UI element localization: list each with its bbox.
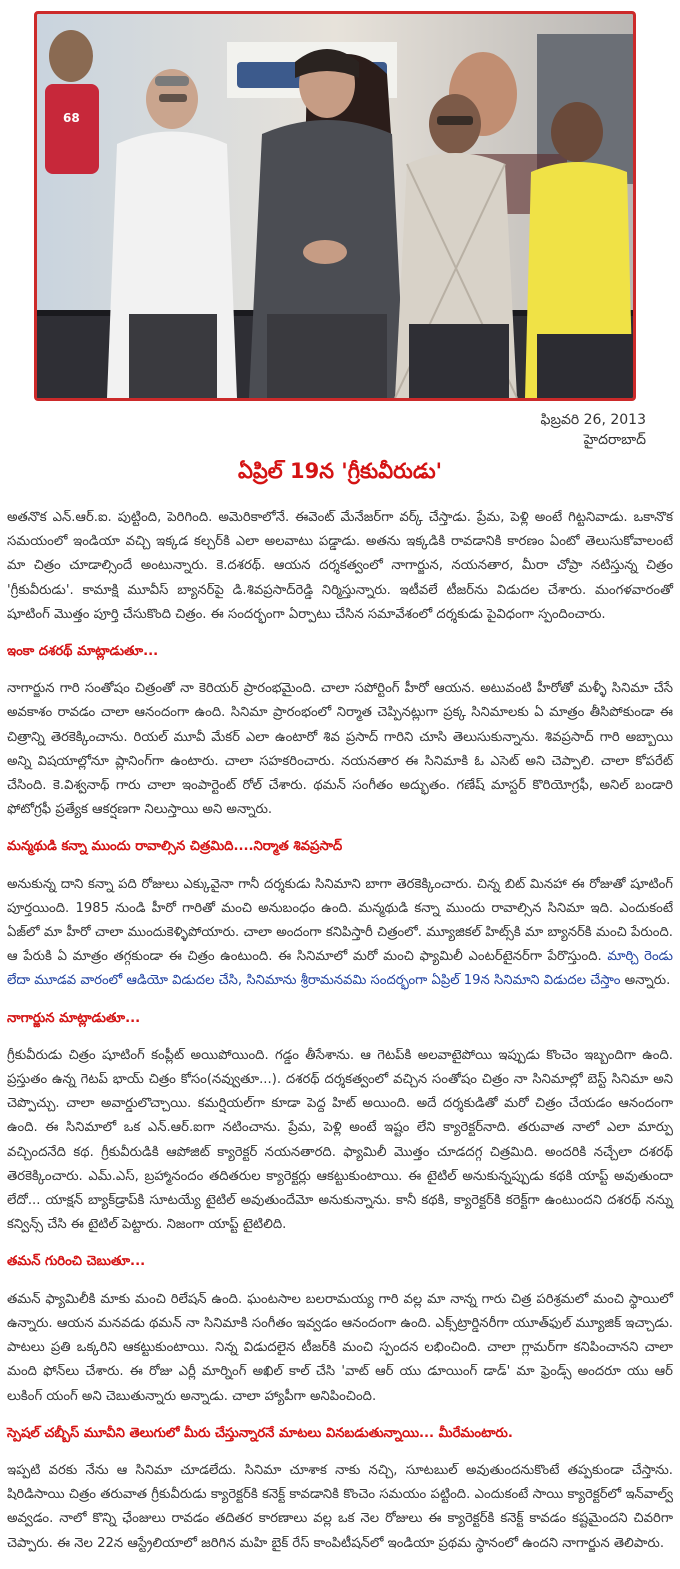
paragraph-thaman: తమన్ ఫ్యామిలీకి మాకు మంచి రిలేషన్ ఉంది. ఘంటసాల బలరామయ్య గారి వల్ల మా నాన్న గారు చిత్ర పరిశ్రమలో మంచి స్థాయిలో ఉన్నారు. ఆయన మనవడు థమన్ నా సినిమాకి సంగీతం ఇవ్వడం ఆనందంగా ఉంది. ఎక్స్‌ట్రార్డినరీగా యూత్‌ఫుల్ మ్యూజిక్ ఇచ్చాడు. పాటలు ప్రతి ఒక్కరిని ఆకట్టుకుంటాయి. నిన్న విడుదలైన టీజర్‌కి మంచి స్పందన లభించింది. చాలా గ్లామర్‌గా కనిపించానని చాలా మంది ఫోన్‌లు చేశారు. ఈ రోజు ఎర్లీ మార్నింగ్ అఖిల్ కాల్ చేసి 'వాట్ ఆర్ యు డూయింగ్ డాడ్' మా ఫ్రెండ్స్ అందరూ యు ఆర్ లుకింగ్ యంగ్ అని చెబుతున్నారు అన్నాడు. చాలా హ్యాపీగా అనిపించింది. — [7, 1291, 673, 1404]
event-photo-illustration — [37, 14, 633, 398]
subheading-nagarjuna: నాగార్జున మాట్లాడుతూ... — [7, 1010, 141, 1026]
article-place: హైదరాబాద్ — [583, 432, 646, 448]
subheading-producer: మన్మథుడి కన్నా ముందు రావాల్సిన చిత్రమిది....నిర్మాత శివప్రసాద్ — [7, 839, 343, 855]
subheading-special-chabbis: స్పెషల్ చబ్బీస్ మూవీని తెలుగులో మీరు చేస్తున్నారనే మాటలు వినబడుతున్నాయి... మీరేమంటారు. — [7, 1425, 513, 1441]
article-date: ఫిబ్రవరి 26, 2013 — [540, 412, 646, 428]
paragraph-closing: ఇప్పటి వరకు నేను ఆ సినిమా చూడలేదు. సినిమా చూశాక నాకు నచ్చి, సూటబుల్ అవుతుందనుకొంటే తప్పకుండా చేస్తాను. షిరిడిసాయి చిత్రం తరువాత గ్రీకువీరుడు క్యారెక్టర్‌కి కనెక్ట్ కావడానికి కొంచెం సమయం పట్టింది. ఎందుకంటే సాయి క్యారెక్టర్‌లో ఇన్‌వాల్వ్ అవ్వడం. నాలో కొన్ని ఛేంజులు రావడం తదితర కారణాలు వల్ల ఒక నెల రోజులు ఈ క్యారెక్టర్‌కి కనెక్ట్ కావడం కష్టమైందని చివరిగా చెప్పారు. ఈ నెల 22న ఆస్ట్రేలియాలో జరిగిన మహి బైక్ రేస్ కాంపిటీషన్‌లో ఇండియా ప్రథమ స్థానంలో ఉందని నాగార్జున తెలిపారు. — [7, 1462, 673, 1551]
paragraph-nagarjuna: గ్రీకువీరుడు చిత్రం షూటింగ్ కంప్లీట్ అయిపోయింది. గడ్డం తీసేశాను. ఆ గెటప్‌కి అలవాటైపోయి ఇప్పుడు కొంచెం ఇబ్బందిగా ఉంది. ప్రస్తుతం ఉన్న గెటప్ భాయ్ చిత్రం కోసం(నవ్వుతూ...). దశరథ్ దర్శకత్వంలో వచ్చిన సంతోషం చిత్రం నా సినిమాల్లో బెస్ట్ సినిమా అని చెప్పొచ్చు. చాలా అవార్డులొచ్చాయి. కమర్షియల్‌గా కూడా పెద్ద హిట్ అయింది. అదే దర్శకుడితో మరో చిత్రం చేయడం ఆనందంగా ఉంది. ఈ సినిమాలో ఒక ఎన్.ఆర్.ఐగా నటించాను. ప్రేమ, పెళ్లి అంటే ఇష్టం లేని క్యారెక్టర్‌నాది. తరువాత నాలో ఎలా మార్పు వచ్చిందనేది కథ. గ్రీకువీరుడికి ఆపోజిట్ క్యారెక్టర్ నయనతారది. ఫ్యామిలీ మొత్తం చూడదగ్గ చిత్రమిది. అందరికి నచ్చేలా దశరథ్ తెరకెక్కించారు. ఎమ్.ఎస్, బ్రహ్మానందం తదితరుల క్యారెక్టర్లు ఆకట్టుకుంటాయి. ఈ టైటిల్ అనుకున్నప్పుడు కథకి యాప్ట్ అవుతుందా లేదో... యాక్షన్ బ్యాక్‌డ్రాప్‌కి సూటయ్యే టైటిల్ అవుతుందేమో అనుకున్నాను. కానీ కథకి, క్యారెక్టర్‌కి కరెక్ట్‌గా ఉంటుందని దశరథ్ నన్ను కన్విన్స్ చేసి ఈ టైటిల్ పెట్టారు. నిజంగా యాప్ట్ టైటిలిది. — [7, 1047, 673, 1233]
paragraph-intro: అతనొక ఎన్.ఆర్.ఐ. పుట్టింది, పెరిగింది. అమెరికాలోనే. ఈవెంట్ మేనేజర్‌గా వర్క్ చేస్తాడు. ప్రేమ, పెళ్లి అంటే గిట్టనివాడు. ఒకానొక సమయంలో ఇండియా వచ్చి ఇక్కడ కల్చర్‌కి ఎలా అలవాటు పడ్డాడు. అతను ఇక్కడికి రావడానికి కారణం ఏంటో తెలుసుకోవాలంటే మా చిత్రం చూడాల్సిందే అంటున్నారు. కె.దశరథ్. ఆయన దర్శకత్వంలో నాగార్జున, నయనతార, మీరా చోప్రా నటిస్తున్న చిత్రం 'గ్రీకువీరుడు'. కామాక్షి మూవీస్ బ్యానర్‌పై డి.శివప్రసాద్‌రెడ్డి నిర్మిస్తున్నారు. ఇటీవలే టీజర్‌ను విడుదల చేశారు. మంగళవారంతో షూటింగ్ మొత్తం పూర్తి చేసుకొంది చిత్రం. ఈ సందర్భంగా ఏర్పాటు చేసిన సమావేశంలో దర్శకుడు పైవిధంగా స్పందించారు. — [7, 510, 673, 622]
producer-text-end: అన్నారు. — [620, 973, 671, 989]
article-headline: ఏప్రిల్ 19న 'గ్రీకువీరుడు' — [237, 459, 443, 483]
dateline — [540, 410, 646, 450]
subheading-thaman: తమన్ గురించి చెబుతూ... — [7, 1254, 146, 1270]
event-photo — [34, 11, 636, 401]
poster-badge: 68 — [63, 111, 80, 125]
release-highlight: మార్చి రెండు లేదా మూడవ వారంలో ఆడియో విడుదల చేసి, సినిమాను శ్రీరామనవమి సందర్భంగా ఏప్రిల్ 19న సినిమాని విడుదల చేస్తాం — [7, 949, 673, 989]
article-body — [7, 506, 673, 1569]
producer-text: అనుకున్న దాని కన్నా పది రోజులు ఎక్కువైనా గానీ దర్శకుడు సినిమాని బాగా తెరకెక్కించారు. చిన్న బిట్ మినహా ఈ రోజుతో షూటింగ్ పూర్తయింది. 1985 నుండి హీరో గారితో మంచి అనుబంధం ఉంది. మన్మథుడి కన్నా ముందు రావాల్సిన సినిమా ఇది. ఎందుకంటే ఏజ్‌లో మా హీరో చాలా ముందుకెళ్ళిపోయారు. చాలా అందంగా కనిపిస్తారీ చిత్రంలో. మ్యూజికల్ హిట్స్‌కి మా బ్యానర్‌కి మంచి పేరుంది. ఆ పేరుకి ఏ మాత్రం తగ్గకుండా ఈ చిత్రం ఉంటుంది. ఈ సినిమాలో మరో మంచి ఫ్యామిలీ ఎంటర్‌టైనర్‌గా పేరొస్తుంది. — [7, 876, 674, 965]
paragraph-director: నాగార్జున గారి సంతోషం చిత్రంతో నా కెరియర్ ప్రారంభమైంది. చాలా సపోర్టింగ్ హీరో ఆయన. అటువంటి హీరోతో మళ్ళీ సినిమా చేసే అవకాశం రావడం చాలా ఆనందంగా ఉంది. సినిమా ప్రారంభంలో నిర్మాత చెప్పినట్లుగా ప్రక్క సినిమాలకు ఏ మాత్రం తీసిపోకుండా ఈ చిత్రాన్ని తెరకెక్కించాను. రియల్ మూవీ మేకర్ ఎలా ఉంటారో శివ ప్రసాద్ గారిని చూసి తెలుసుకున్నాను. శివప్రసాద్ గారి అబ్బాయి అన్ని విషయాల్లోనూ ప్లానింగ్‌గా ఉంటారు. చాలా సహకరించారు. నయనతార ఈ సినిమాకి ఓ ఎసెట్ అని చెప్పాలి. చాలా కోపరేట్ చేసింది. కె.విశ్వనాథ్ గారు చాలా ఇంపార్టెంట్ రోల్ చేశారు. థమన్ సంగీతం అద్భుతం. గణేష్ మాస్టర్ కొరియోగ్రఫీ, అనిల్ బండారి ఫోటోగ్రఫీ ప్రత్యేక ఆకర్షణగా నిలుస్తాయి అని అన్నారు. — [7, 681, 673, 818]
subheading-director: ఇంకా దశరథ్ మాట్లాడుతూ... — [7, 644, 159, 660]
paragraph-producer — [7, 873, 673, 994]
